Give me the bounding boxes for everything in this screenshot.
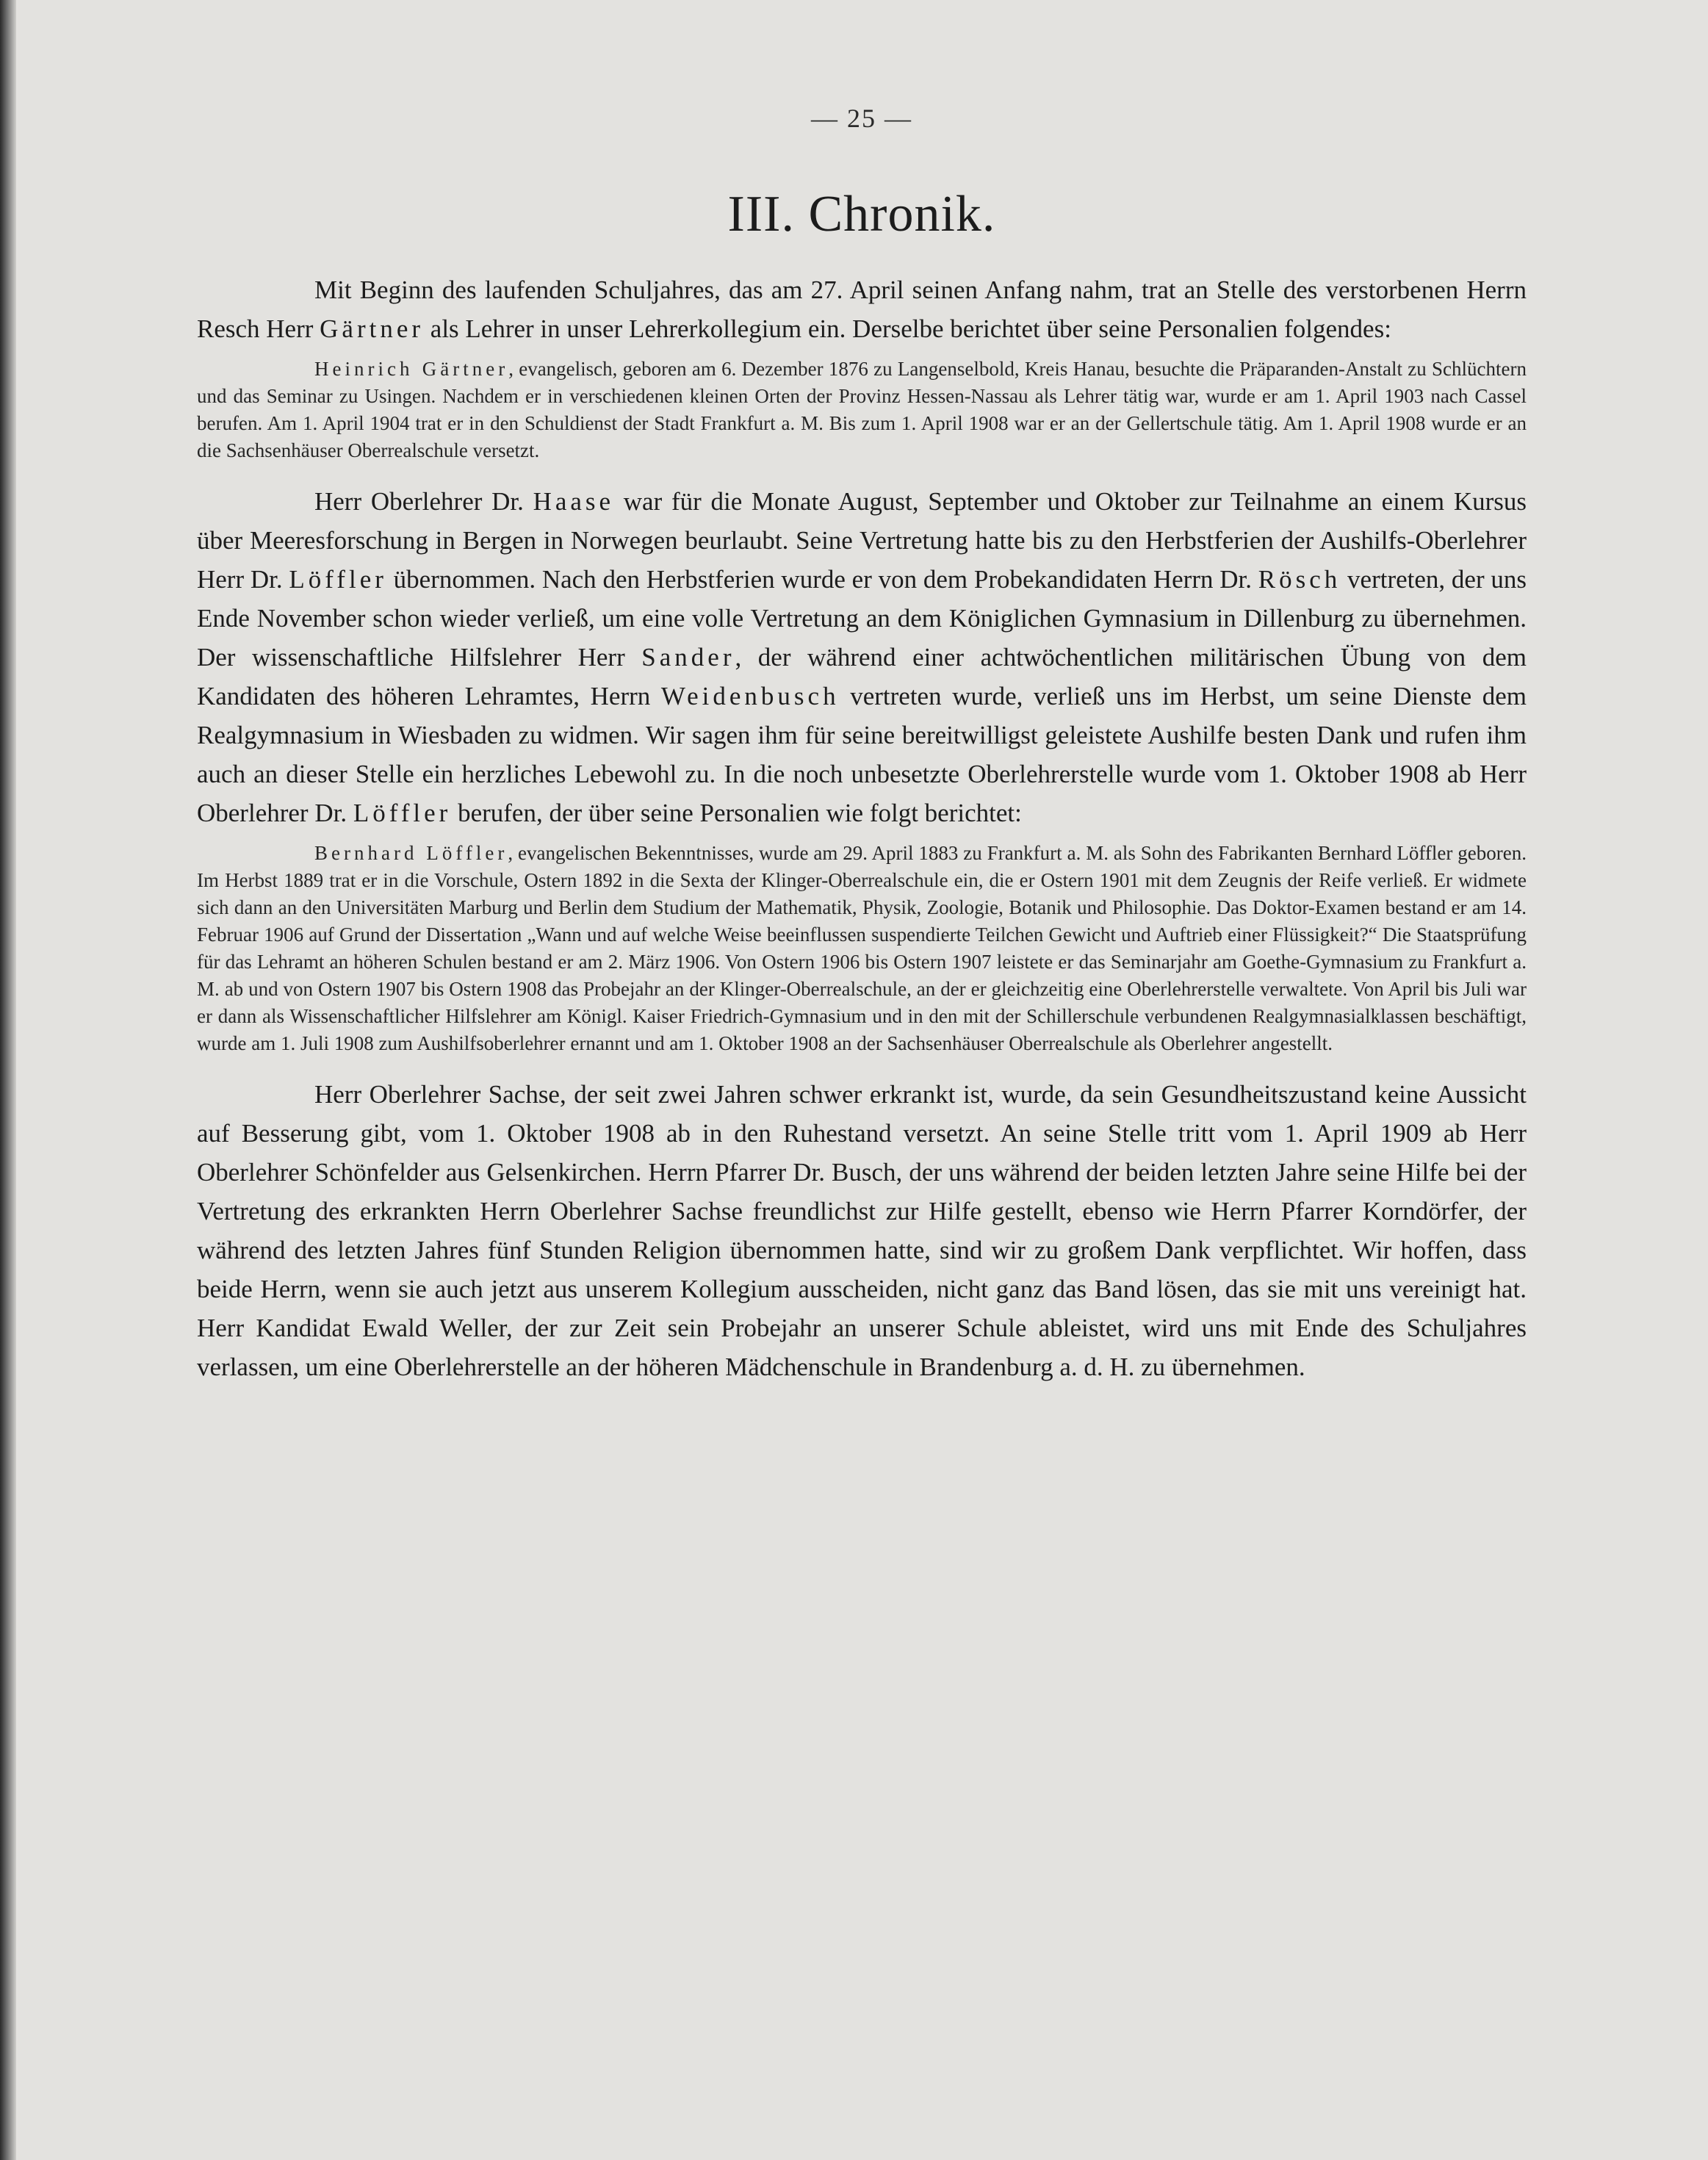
- text-run: , evangelisch, geboren am 6. Dezember 1876 zu Langenselbold, Kreis Hanau, besuchte die Präparanden-Anstalt zu Schlüchtern und das Seminar zu Usingen. Nachdem er in verschiedenen kleinen Orten der Provinz Hessen-Nassau als Lehrer tätig war, wurde er am 1. April 1903 nach Cassel berufen. Am 1. April 1904 trat er in den Schuldienst der Stadt Frankfurt a. M. Bis zum 1. April 1908 war er an der Gellertschule tätig. Am 1. April 1908 wurde er an die Sachsenhäuser Oberrealschule versetzt.: [197, 358, 1527, 461]
- spaced-name: Löffler: [353, 799, 452, 827]
- spaced-name: Haase: [533, 487, 615, 516]
- spaced-name: Gärtner: [320, 314, 425, 343]
- text-run: , evangelischen Bekenntnisses, wurde am 29. April 1883 zu Frankfurt a. M. als Sohn des Fabrikanten Bernhard Löffler geboren. Im Herbst 1889 trat er in die Vorschule, Ostern 1892 in die Sexta der Klinger-Oberrealschule ein, die er Ostern 1901 mit dem Zeugnis der Reife verließ. Er widmete sich dann an den Universitäten Marburg und Berlin dem Studium der Mathematik, Physik, Zoologie, Botanik und Philosophie. Das Doktor-Examen bestand er am 14. Februar 1906 auf Grund der Dissertation „Wann und auf welche Weise beeinflussen suspendierte Teilchen Gewicht und Auftrieb einer Flüssigkeit?“ Die Staatsprüfung für das Lehramt an höheren Schulen bestand er am 2. März 1906. Von Ostern 1906 bis Ostern 1907 leistete er das Seminarjahr am Goethe-Gymnasium zu Frankfurt a. M. ab und von Ostern 1907 bis Ostern 1908 das Probejahr an der Klinger-Oberrealschule, an der er gleichzeitig eine Oberlehrerstelle verwaltete. Von April bis Juli war er dann als Wissenschaftlicher Hilfslehrer am Königl. Kaiser Friedrich-Gymnasium und in den mit der Schillerschule verbundenen Realgymnasialklassen beschäftigt, wurde am 1. Juli 1908 zum Aushilfsoberlehrer ernannt und am 1. Oktober 1908 an der Sachsenhäuser Oberrealschule als Oberlehrer angestellt.: [197, 842, 1527, 1054]
- paragraph-sachse: Herr Oberlehrer Sachse, der seit zwei Jahren schwer erkrankt ist, wurde, da sein Gesundheitszustand keine Aussicht auf Besserung gibt, vom 1. Oktober 1908 ab in den Ruhestand versetzt. An seine Stelle tritt vom 1. April 1909 ab Herr Oberlehrer Schönfelder aus Gelsenkirchen. Herrn Pfarrer Dr. Busch, der uns während der beiden letzten Jahre seine Hilfe bei der Vertretung des erkrankten Herrn Oberlehrer Sachse freundlichst zur Hilfe gestellt, ebenso wie Herrn Pfarrer Korndörfer, der während des letzten Jahres fünf Stunden Religion übernommen hatte, sind wir zu großem Dank verpflichtet. Wir hoffen, dass beide Herrn, wenn sie auch jetzt aus unserem Kollegium ausscheiden, nicht ganz das Band lösen, das sie mit uns vereinigt hat. Herr Kandidat Ewald Weller, der zur Zeit sein Probejahr an unserer Schule ableistet, wird uns mit Ende des Schuljahres verlassen, um eine Oberlehrerstelle an der höheren Mädchenschule in Brandenburg a. d. H. zu übernehmen.: [197, 1080, 1527, 1381]
- spaced-name: Rösch: [1258, 565, 1341, 594]
- text-run: vertreten, der uns Ende November schon wieder verließ, um eine volle Vertretung an dem Königlichen Gymnasium in Dillenburg zu übernehmen. Der wissenschaftliche Hilfslehrer Herr: [197, 565, 1527, 672]
- spaced-name: Bernhard Löffler: [314, 842, 508, 864]
- page-content: [197, 103, 1527, 1386]
- text-run: , der während einer achtwöchentlichen militärischen Übung von dem Kandidaten des höheren Lehramtes, Herrn: [197, 643, 1527, 710]
- biography-gaertner: [197, 356, 1527, 464]
- spaced-name: Sander: [641, 643, 735, 672]
- text-run: war für die Monate August, September und Oktober zur Teilnahme an einem Kursus über Meeresforschung in Bergen in Norwegen beurlaubt. Seine Vertretung hatte bis zu den Herbstferien der Aushilfs-Oberlehrer Herr Dr.: [197, 487, 1527, 594]
- page-number: — 25 —: [811, 104, 912, 133]
- binding-shadow: [0, 0, 16, 2160]
- section-title: III. Chronik.: [727, 186, 996, 242]
- text-run: übernommen. Nach den Herbstferien wurde er von dem Probekandidaten Herrn Dr.: [386, 565, 1258, 594]
- spaced-name: Weidenbusch: [660, 682, 840, 710]
- text-run: berufen, der über seine Personalien wie folgt berichtet:: [451, 799, 1022, 827]
- spaced-name: Heinrich Gärtner: [314, 358, 509, 380]
- text-run: vertreten wurde, verließ uns im Herbst, um seine Dienste dem Realgymnasium in Wiesbaden zu widmen. Wir sagen ihm für seine bereitwilligst geleistete Aushilfe besten Dank und rufen ihm auch an dieser Stelle ein herzliches Lebewohl zu. In die noch unbesetzte Oberlehrerstelle wurde vom 1. Oktober 1908 ab Herr Oberlehrer Dr.: [197, 682, 1527, 827]
- text-run: als Lehrer in unser Lehrerkollegium ein. Derselbe berichtet über seine Personalien folgendes:: [424, 314, 1391, 343]
- text-run: Herr Oberlehrer Dr.: [314, 487, 533, 516]
- paragraph-staff-changes: [197, 482, 1527, 832]
- paragraph-gaertner-intro: [197, 270, 1527, 348]
- biography-loeffler: [197, 840, 1527, 1057]
- text-run: Mit Beginn des laufenden Schuljahres, das am 27. April seinen Anfang nahm, trat an Stelle des verstorbenen Herrn Resch Herr: [197, 276, 1527, 343]
- spaced-name: Löffler: [289, 565, 387, 594]
